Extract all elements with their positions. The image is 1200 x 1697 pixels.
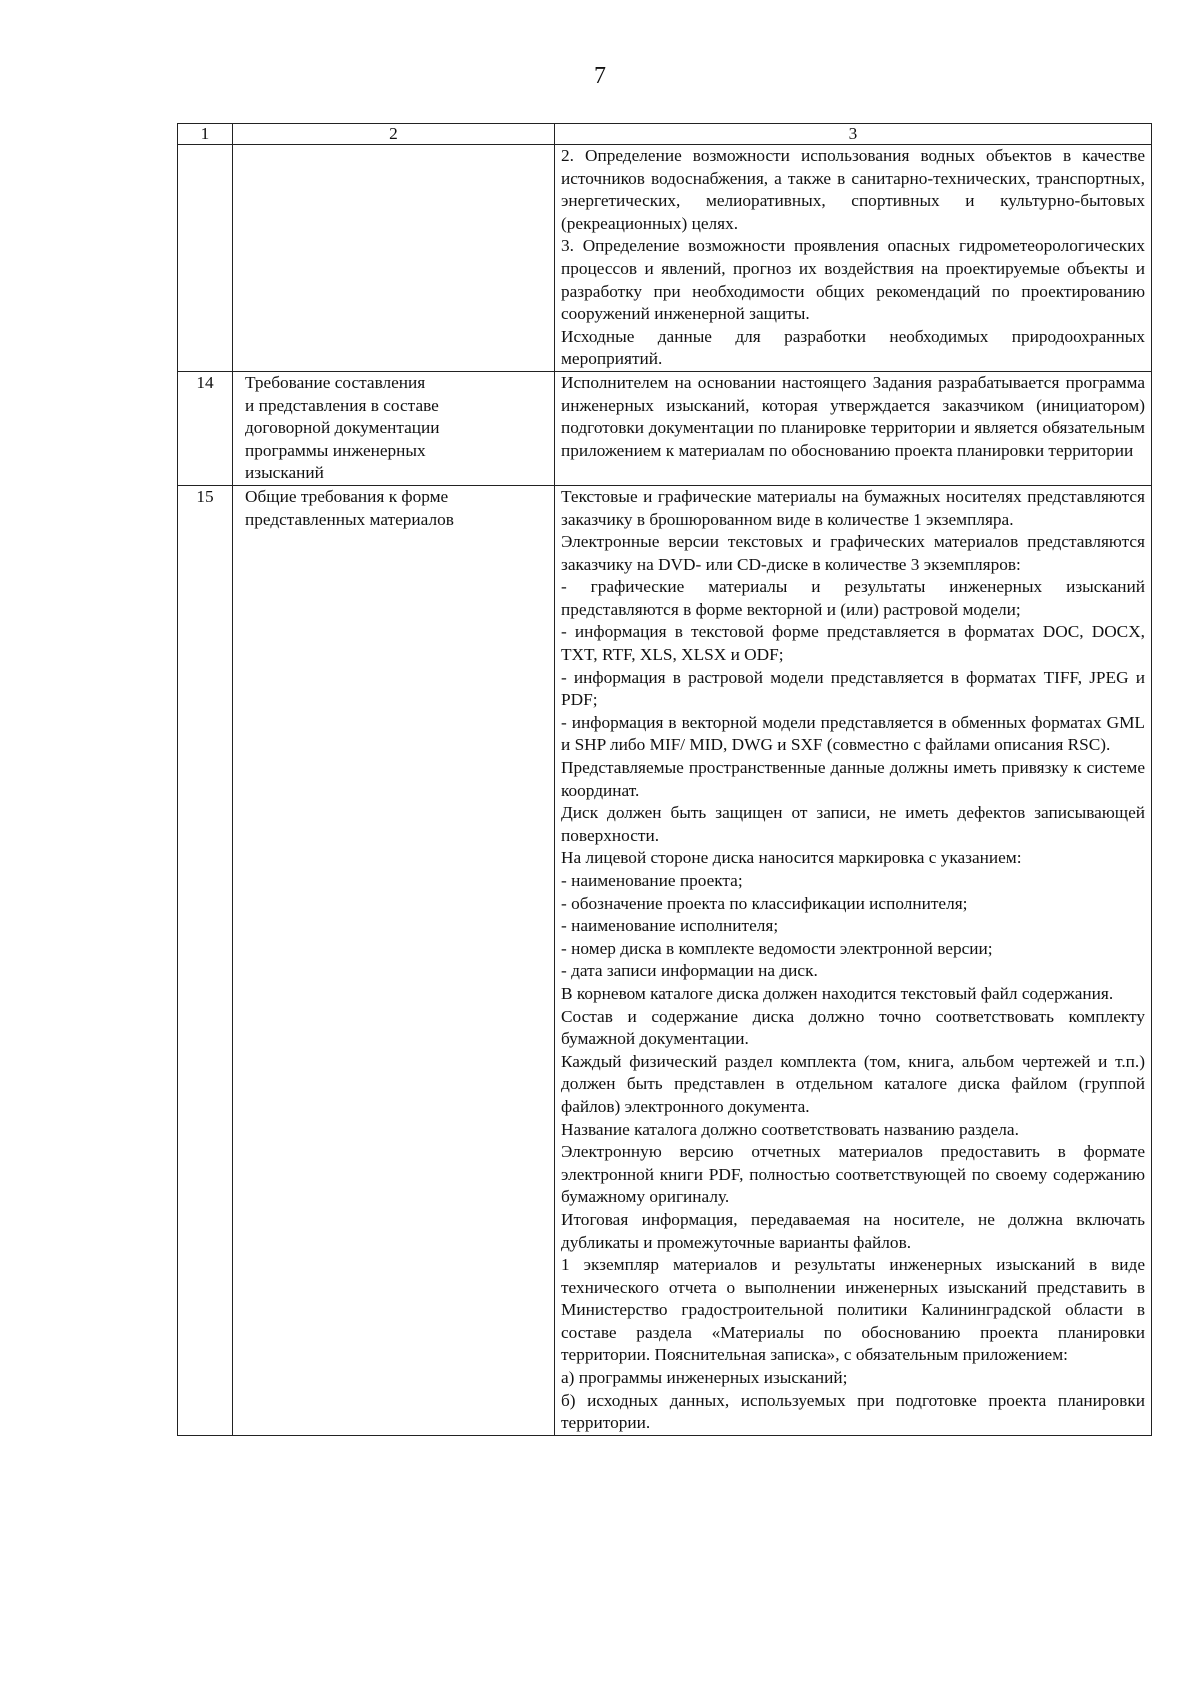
requirements-table (177, 123, 1152, 1436)
content-paragraph: 3. Определение возможности проявления опасных гидрометеорологических процессов и явлений, прогноз их воздействия на проектируемые объекты и разработку при необходимости общих рекомендаций по проектированию сооружений инженерной защиты. (561, 236, 1145, 324)
row-title-line: Общие требования к форме (245, 486, 449, 506)
content-paragraph: Электронную версию отчетных материалов предоставить в формате электронной книги PDF, полностью соответствующей по своему содержанию бумажному оригиналу. (561, 1142, 1145, 1207)
row-title-line: Требование составления (245, 372, 426, 392)
header-cell-1: 1 (178, 124, 233, 145)
content-paragraph: Название каталога должно соответствовать названию раздела. (561, 1119, 1019, 1139)
row-title-line: программы инженерных (245, 440, 426, 460)
content-paragraph: Представляемые пространственные данные должны иметь привязку к системе координат. (561, 758, 1145, 800)
row-number (178, 145, 233, 372)
content-paragraph: - информация в растровой модели представляется в форматах TIFF, JPEG и PDF; (561, 667, 1145, 710)
table-header-row (178, 124, 1152, 145)
content-paragraph: - дата записи информации на диск. (561, 961, 818, 981)
row-title (233, 371, 555, 485)
row-title-line: изысканий (245, 463, 324, 483)
content-paragraph: Диск должен быть защищен от записи, не иметь дефектов записывающей поверхности. (561, 803, 1145, 845)
content-paragraph: Электронные версии текстовых и графических материалов представляются заказчику на DVD- или CD-диске в количестве 3 экземпляров: (561, 532, 1145, 574)
row-title-line: и представления в составе (245, 395, 439, 415)
table-row (178, 145, 1152, 372)
row-number: 14 (178, 371, 233, 485)
content-paragraph: б) исходных данных, используемых при подготовке проекта планировки территории. (561, 1390, 1145, 1433)
row-number: 15 (178, 485, 233, 1435)
content-paragraph: - наименование проекта; (561, 871, 743, 890)
content-paragraph: Текстовые и графические материалы на бумажных носителях представляются заказчику в брошюрованном виде в количестве 1 экземпляра. (561, 486, 1145, 529)
row-content (555, 485, 1152, 1435)
content-paragraph: - информация в текстовой форме представляется в форматах DOC, DOCX, TXT, RTF, XLS, XLSX и ODF; (561, 622, 1145, 665)
content-paragraph: - графические материалы и результаты инженерных изысканий представляются в форме векторной и (или) растровой модели; (561, 577, 1145, 619)
row-title (233, 485, 555, 1435)
content-paragraph: В корневом каталоге диска должен находится текстовый файл содержания. (561, 983, 1114, 1003)
content-paragraph: 1 экземпляр материалов и результаты инженерных изысканий в виде технического отчета о выполнении инженерных изысканий представить в Министерство градостроительной политики Калининградской области в составе раздела «Материалы по обоснованию проекта планировки территории. Пояснительная записка», с обязательным приложением: (561, 1255, 1145, 1365)
row-title (233, 145, 555, 372)
table-row (178, 371, 1152, 485)
content-paragraph: Итоговая информация, передаваемая на носителе, не должна включать дубликаты и промежуточные варианты файлов. (561, 1209, 1145, 1252)
content-paragraph: Каждый физический раздел комплекта (том, книга, альбом чертежей и т.п.) должен быть представлен в отдельном каталоге диска файлом (группой файлов) электронного документа. (561, 1051, 1145, 1116)
content-paragraph: - информация в векторной модели представляется в обменных форматах GML и SHP либо MIF/ MID, DWG и SXF (совместно с файлами описания RSC). (561, 712, 1145, 755)
content-paragraph: 2. Определение возможности использования водных объектов в качестве источников водоснабжения, а также в санитарно-технических, транспортных, энергетических, мелиоративных, спортивных и культурно-бытовых (рекреационных) целях. (561, 146, 1145, 233)
content-paragraph: Исполнителем на основании настоящего Задания разрабатывается программа инженерных изысканий, которая утверждается заказчиком (инициатором) подготовки документации по планировке территории и является обязательным приложением к материалам по обоснованию проекта планировки территории (561, 372, 1145, 460)
content-paragraph: - обозначение проекта по классификации исполнителя; (561, 893, 968, 913)
header-cell-2: 2 (233, 124, 555, 145)
content-paragraph: - номер диска в комплекте ведомости электронной версии; (561, 938, 993, 958)
content-paragraph: На лицевой стороне диска наносится маркировка с указанием: (561, 848, 1022, 868)
content-paragraph: Состав и содержание диска должно точно соответствовать комплекту бумажной документации. (561, 1006, 1145, 1049)
table-row (178, 485, 1152, 1435)
content-paragraph: а) программы инженерных изысканий; (561, 1368, 848, 1388)
row-content (555, 371, 1152, 485)
content-paragraph: Исходные данные для разработки необходимых природоохранных мероприятий. (561, 326, 1145, 369)
row-title-line: договорной документации (245, 418, 440, 438)
header-cell-3: 3 (555, 124, 1152, 145)
row-title-line: представленных материалов (245, 509, 454, 529)
row-content (555, 145, 1152, 372)
content-paragraph: - наименование исполнителя; (561, 916, 779, 936)
page-number: 7 (594, 63, 606, 89)
